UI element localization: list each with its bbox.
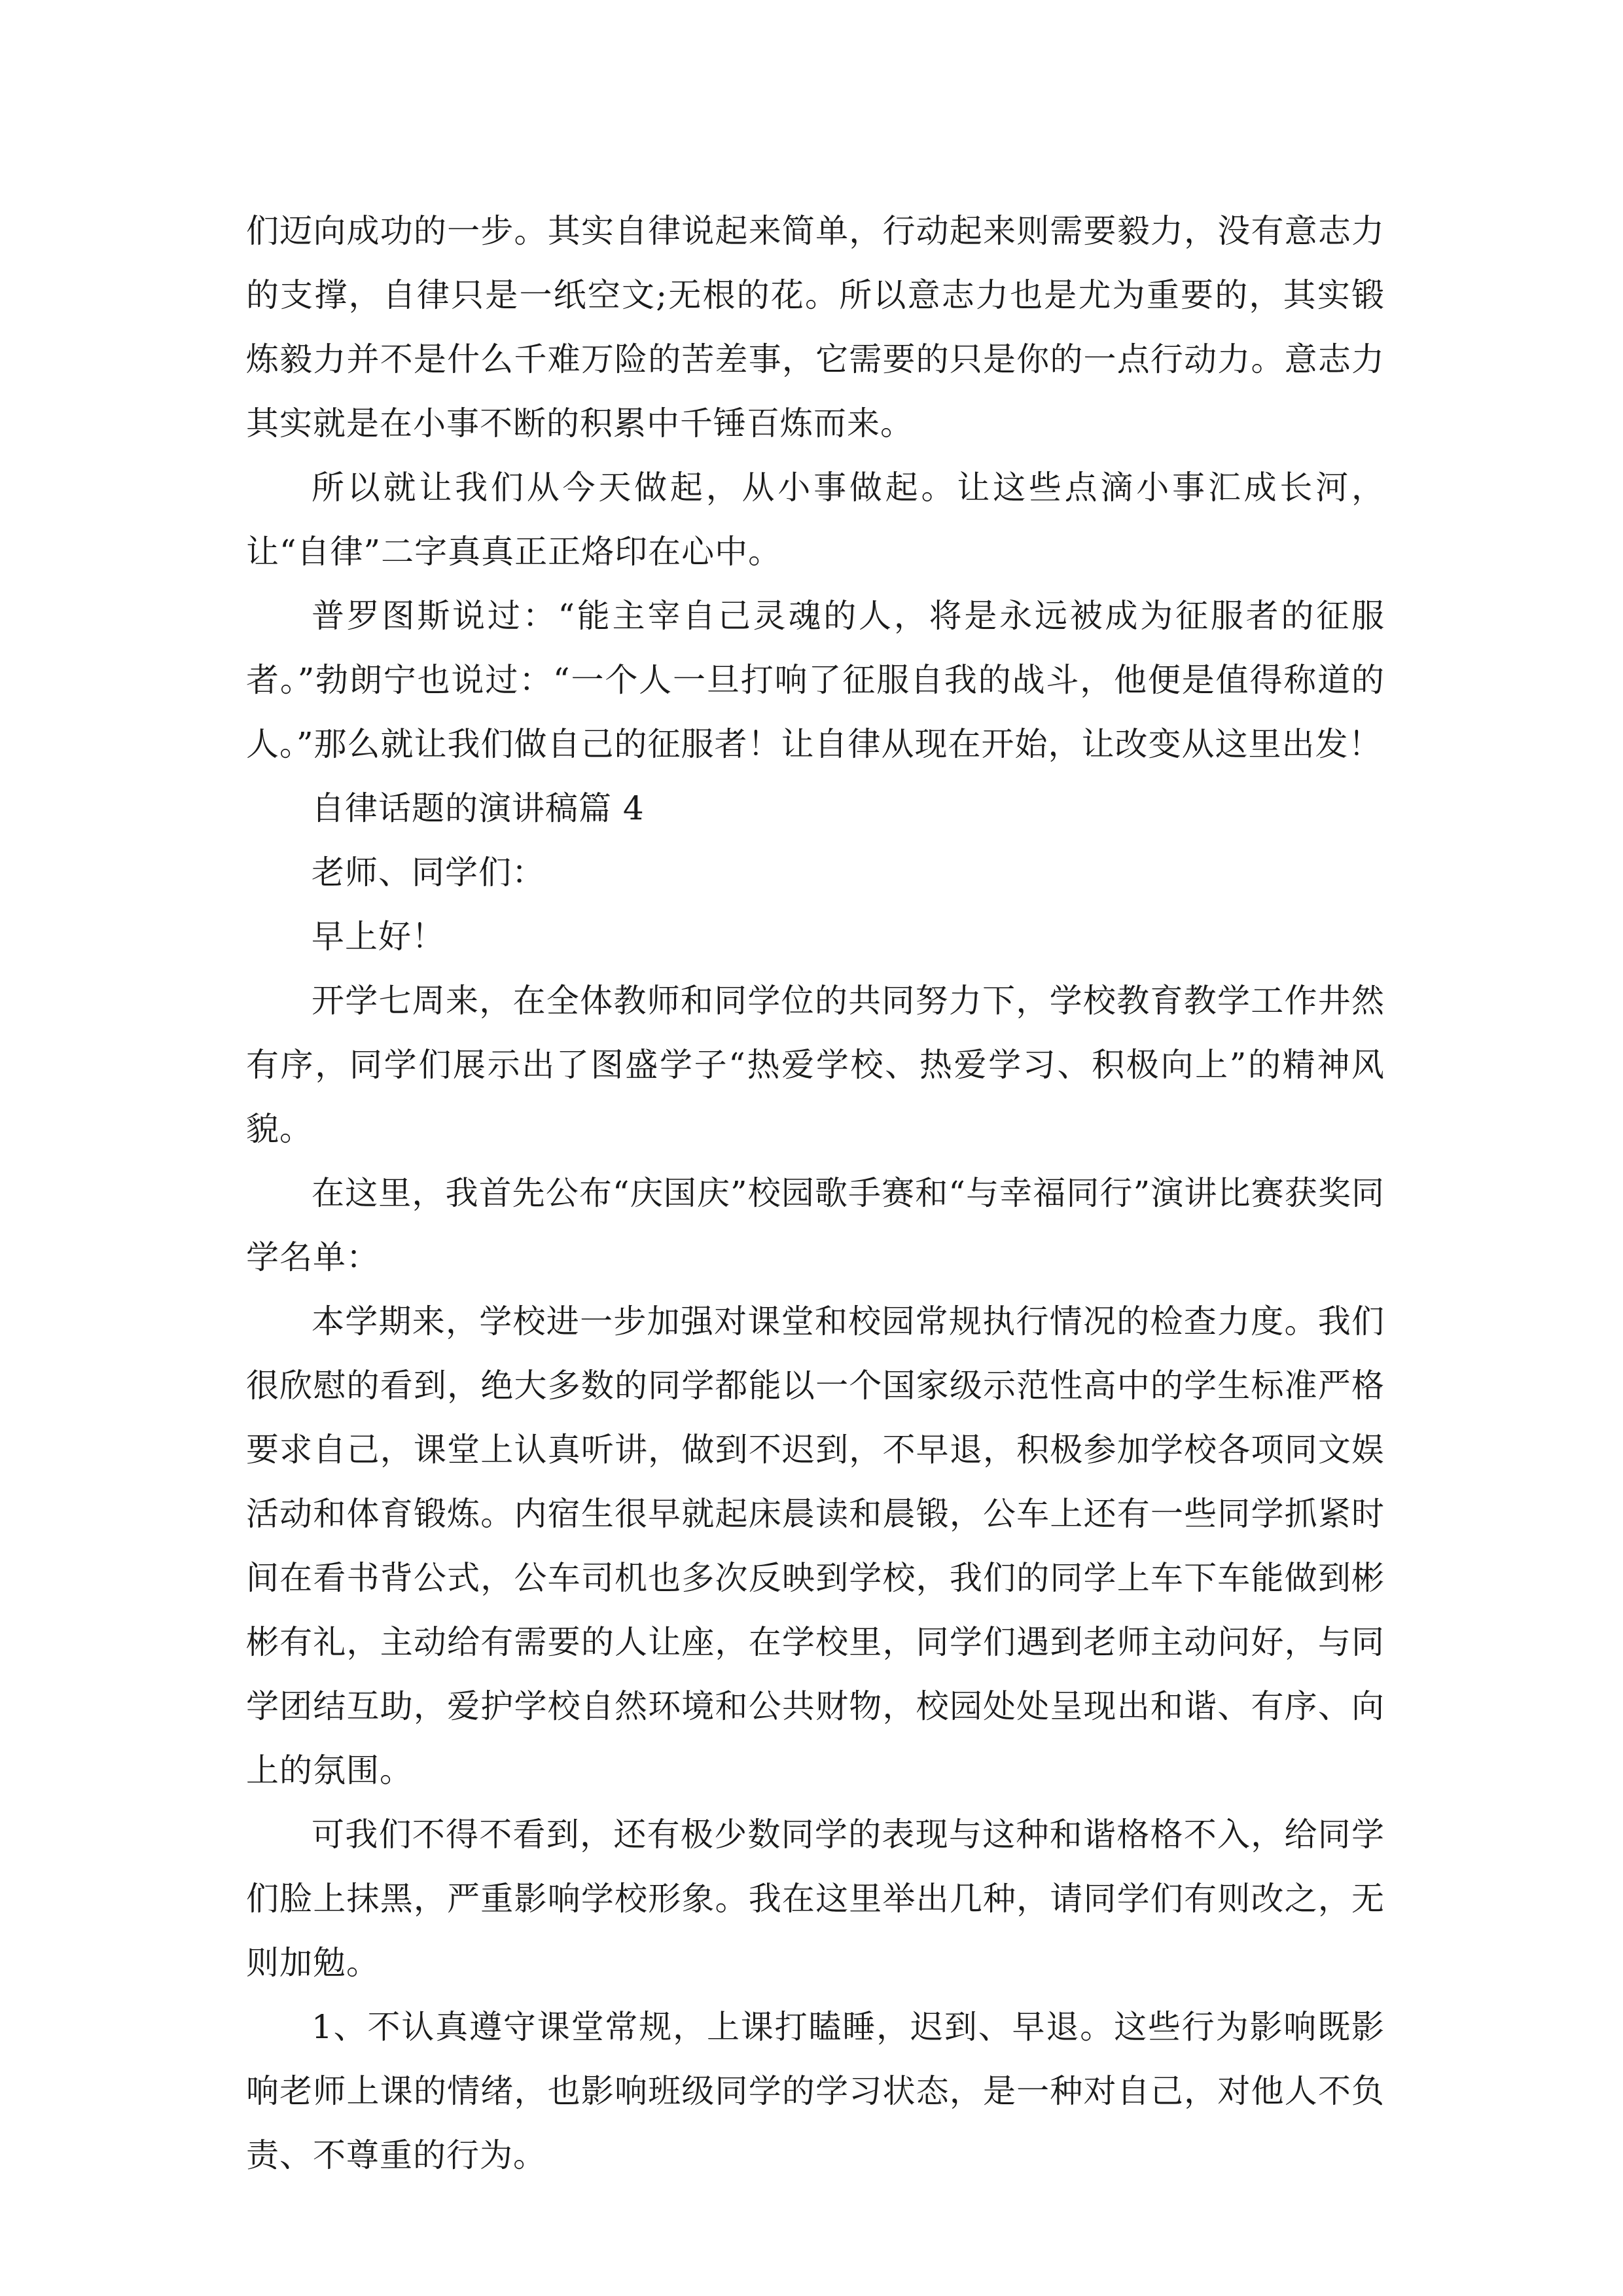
paragraph: 普罗图斯说过：“能主宰自己灵魂的人，将是永远被成为征服者的征服者。”勃朗宁也说过：“一个人一旦打响了征服自我的战斗，他便是值得称道的人。”那么就让我们做自己的征服者！让自律从现在开始，让改变从这里出发！ (246, 597, 1385, 763)
paragraph: 开学七周来，在全体教师和同学位的共同努力下，学校教育教学工作井然有序，同学们展示出了图盛学子“热爱学校、热爱学习、积极向上”的精神风貌。 (246, 982, 1385, 1148)
paragraph: 可我们不得不看到，还有极少数同学的表现与这种和谐格格不入，给同学们脸上抹黑，严重影响学校形象。我在这里举出几种，请同学们有则改之，无则加勉。 (246, 1816, 1385, 1982)
paragraph-continuation: 们迈向成功的一步。其实自律说起来简单，行动起来则需要毅力，没有意志力的支撑，自律只是一纸空文;无根的花。所以意志力也是尤为重要的，其实锻炼毅力并不是什么千难万险的苦差事，它需要的只是你的一点行动力。意志力其实就是在小事不断的积累中千锤百炼而来。 (246, 212, 1385, 442)
section-heading: 自律话题的演讲稿篇 4 (312, 789, 645, 827)
paragraph: 所以就让我们从今天做起，从小事做起。让这些点滴小事汇成长河，让“自律”二字真真正正烙印在心中。 (246, 469, 1385, 571)
greeting: 早上好！ (312, 918, 445, 956)
paragraph: 在这里，我首先公布“庆国庆”校园歌手赛和“与幸福同行”演讲比赛获奖同学名单： (246, 1174, 1385, 1276)
list-item: 1、不认真遵守课堂常规，上课打瞌睡，迟到、早退。这些行为影响既影响老师上课的情绪，也影响班级同学的学习状态，是一种对自己，对他人不负责、不尊重的行为。 (246, 2008, 1385, 2174)
document-body (246, 199, 1385, 2187)
salutation: 老师、同学们： (312, 853, 545, 891)
paragraph: 本学期来，学校进一步加强对课堂和校园常规执行情况的检查力度。我们很欣慰的看到，绝大多数的同学都能以一个国家级示范性高中的学生标准严格要求自己，课堂上认真听讲，做到不迟到，不早退，积极参加学校各项同文娱活动和体育锻炼。内宿生很早就起床晨读和晨锻，公车上还有一些同学抓紧时间在看书背公式，公车司机也多次反映到学校，我们的同学上车下车能做到彬彬有礼，主动给有需要的人让座，在学校里，同学们遇到老师主动问好，与同学团结互助，爱护学校自然环境和公共财物，校园处处呈现出和谐、有序、向上的氛围。 (246, 1302, 1385, 1789)
